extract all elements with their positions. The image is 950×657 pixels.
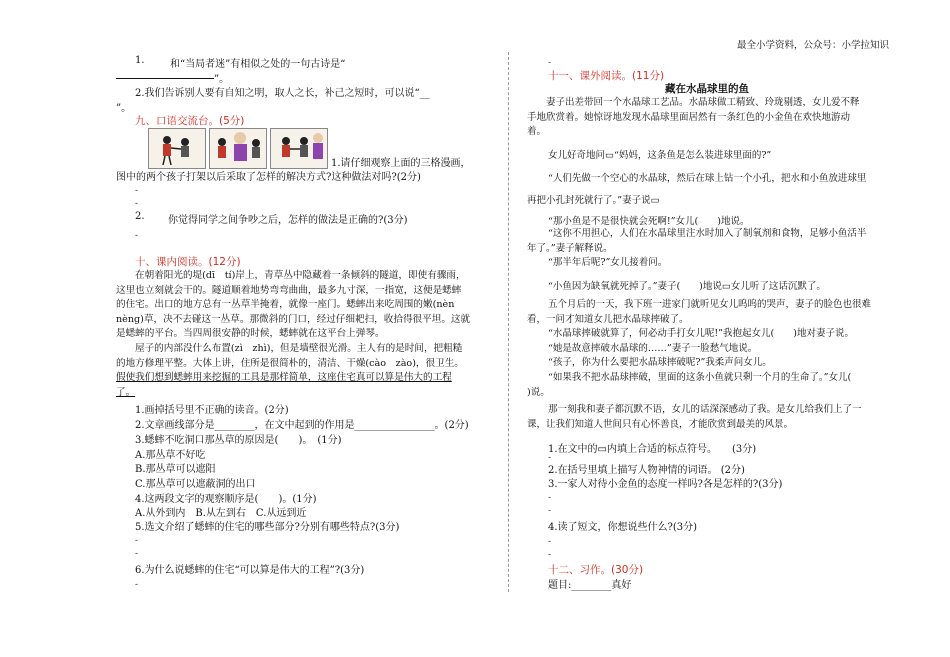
- answer-line: -: [548, 453, 552, 463]
- story-line: 课，让我们知道人世间只有心怀善良，才能欣赏到最美的风景。: [527, 418, 794, 430]
- answer-line: -: [135, 580, 139, 590]
- story-line: “如果我不把水晶球摔破，里面的这条小鱼就只剩一个月的生命了。”女儿(: [548, 371, 852, 383]
- q10-2: 2.文章画线部分是________，在文中起到的作用是________________。(2分): [135, 420, 469, 431]
- story-line: “那半年后呢?”女儿接着问。: [548, 257, 668, 269]
- q11-4: 4.读了短文，你想说些什么?(3分): [548, 522, 698, 533]
- story-line: 那一刻我和妻子都沉默不语，女儿的话深深感动了我。是女儿给我们上了一: [548, 404, 862, 415]
- story-line: “小鱼因为缺氧就死掉了。”妻子( )地说▭女儿听了这话沉默了。: [548, 281, 826, 292]
- passage-line: 是蟋蟀的平台。当四周很安静的时候，蟋蟀就在这平台上弹琴。: [116, 328, 385, 340]
- q10-5: 5.选文介绍了蟋蟀的住宅的哪些部分?分别有哪些特点?(3分): [135, 522, 400, 533]
- story-line: “那小鱼是不是很快就会死啊!”女儿( )地说。: [548, 216, 750, 227]
- section-12-title: 十二、习作。(30分): [548, 564, 644, 576]
- passage-line: 的住宅。出口的地方总有一丛草半掩着，就像一座门。蟋蟀出来吃周围的嫩(nèn: [116, 299, 455, 311]
- column-divider: [508, 52, 509, 592]
- q11-2: 2.在括号里填上描写人物神情的词语。 (2分): [548, 465, 745, 476]
- answer-line: -: [135, 549, 139, 559]
- answer-line: -: [548, 58, 552, 68]
- story-line: 手地欣赏着。她惊讶地发现水晶球里面居然有一条红色的小金鱼在欢快地游动: [527, 111, 851, 123]
- q10-3-option-c: C.那丛草可以遮蔽洞的出口: [135, 479, 256, 490]
- q1-blank: [116, 78, 214, 79]
- passage-line: 这里也立刻就会干的。隧道顺着地势弯弯曲曲，最多九寸深，一指宽，这便是蟋蟀: [116, 284, 462, 296]
- answer-line: -: [135, 536, 139, 546]
- story-line: “她是故意摔破水晶球的……”妻子一脸愁气地说。: [548, 342, 758, 354]
- story-line: “人们先做一个空心的水晶球，然后在球上钻一个小孔，把水和小鱼放进球里: [548, 173, 867, 184]
- answer-line: -: [548, 493, 552, 503]
- q1-end: ”。: [214, 74, 230, 85]
- q2-end: ”。: [116, 103, 132, 114]
- section-12-topic: 题目:________真好: [548, 580, 632, 591]
- section-9-title: 九、口语交流台。(5分): [135, 115, 245, 127]
- story-text-4: [527, 403, 912, 432]
- q10-6: 6.为什么说蟋蟀的住宅“可以算是伟大的工程”?(3分): [135, 565, 365, 576]
- q10-3: 3.蟋蟀不吃洞口那丛草的原因是( )。 (1分): [135, 435, 342, 446]
- section-9-q2-num: 2.: [135, 211, 145, 222]
- story-text: [527, 96, 912, 140]
- section-10-title: 十、课内阅读。(12分): [135, 256, 241, 268]
- story-line: 着。: [527, 126, 547, 138]
- story-text-2: [527, 227, 912, 271]
- story-line: 女儿好奇地问▭“妈妈，这条鱼是怎么装进球里面的?”: [548, 150, 772, 161]
- header-note: 最全小学资料，公众号：小学拉知识: [737, 40, 890, 51]
- q11-3: 3.一家人对待小金鱼的态度一样吗?各是怎样的?(3分): [548, 479, 783, 490]
- section-9-q2: 你觉得同学之间争吵之后，怎样的做法是正确的?(3分): [168, 215, 408, 226]
- story-line: )说。: [527, 386, 550, 398]
- story-line: 看，一问才知道女儿把水晶球摔破了。: [527, 313, 689, 325]
- answer-line: -: [135, 199, 139, 209]
- passage-10: [116, 269, 488, 400]
- q10-4: 4.这两段文字的观察顺序是( )。(1分): [135, 494, 317, 505]
- q2-text: 2.我们告诉别人要有自知之明，取人之长，补己之短时，可以说“__: [135, 88, 430, 99]
- story-line: “水晶球摔破就算了，何必动手打女儿呢!”我抱起女儿( )地对妻子说。: [548, 328, 854, 340]
- comic-panel-2: [209, 128, 267, 169]
- q11-1: 1.在文中的▭内填上合适的标点符号。 (3分): [548, 444, 757, 455]
- answer-line: -: [548, 506, 552, 516]
- story-line: 年了。”妻子解释说。: [527, 242, 613, 254]
- answer-line: -: [135, 231, 139, 241]
- q1-text: 和“当局者迷”有相似之处的一句古诗是“: [170, 59, 346, 70]
- story-line: “这你不用担心，人们在水晶球里注水时加入了制氧剂和食物，足够小鱼活半: [548, 228, 867, 239]
- story-title: 藏在水晶球里的鱼: [665, 83, 749, 95]
- underlined-sentence: 假使我们想到蟋蟀用来挖掘的工具是那样简单，这座住宅真可以算是伟大的工程: [116, 372, 452, 384]
- underlined-sentence-end: 了。: [116, 386, 136, 398]
- story-text-3: [527, 298, 912, 400]
- passage-line: nèng)草，决不去碰这一丛草。那微斜的门口，经过仔细耙扫，收拾得很平坦。这就: [116, 313, 471, 325]
- q10-4-options: A.从外到内 B.从左到右 C.从远到近: [135, 508, 307, 519]
- q10-3-option-a: A.那丛草不好吃: [135, 450, 206, 461]
- passage-line: 的地方修理平整。大体上讲，住所是很简朴的，清洁、干燥(cào zào)，很卫生。: [116, 357, 464, 369]
- passage-line: 在朝着阳光的堤(dī tí)岸上，青草丛中隐藏着一条倾斜的隧道，即使有骤雨，: [135, 270, 466, 281]
- story-line: 妻子出差带回一个水晶球工艺品。水晶球做工精致、玲珑剔透，女儿爱不释: [546, 97, 860, 108]
- passage-line: 屋子的内部没什么布置(zì zhì)，但是墙壁很光滑。主人有的是时间，把粗糙: [135, 342, 463, 354]
- q10-1: 1.画掉括号里不正确的读音。(2分): [135, 405, 289, 416]
- story-line: 再把小孔封死就行了。”妻子说▭: [527, 195, 660, 206]
- q10-3-option-b: B.那丛草可以遮阳: [135, 464, 216, 475]
- section-9-q1-cont: 图中的两个孩子打架以后采取了怎样的解决方式?这种做法对吗?(2分): [116, 172, 421, 183]
- answer-line: -: [548, 537, 552, 547]
- story-line: 五个月后的一天，我下班一进家门就听见女儿呜呜的哭声，妻子的脸色也很难: [548, 299, 872, 310]
- answer-line: -: [548, 550, 552, 560]
- answer-line: -: [135, 186, 139, 196]
- comic-panel-1: [148, 128, 206, 169]
- q1-num: 1.: [135, 55, 145, 66]
- section-11-title: 十一、课外阅读。(11分): [548, 70, 665, 82]
- story-line: “孩子，你为什么要把水晶球摔破呢?”我柔声问女儿。: [548, 357, 772, 369]
- comic-panel-3: [270, 128, 328, 169]
- section-9-q1: 1.请仔细观察上面的三格漫画，: [331, 158, 471, 169]
